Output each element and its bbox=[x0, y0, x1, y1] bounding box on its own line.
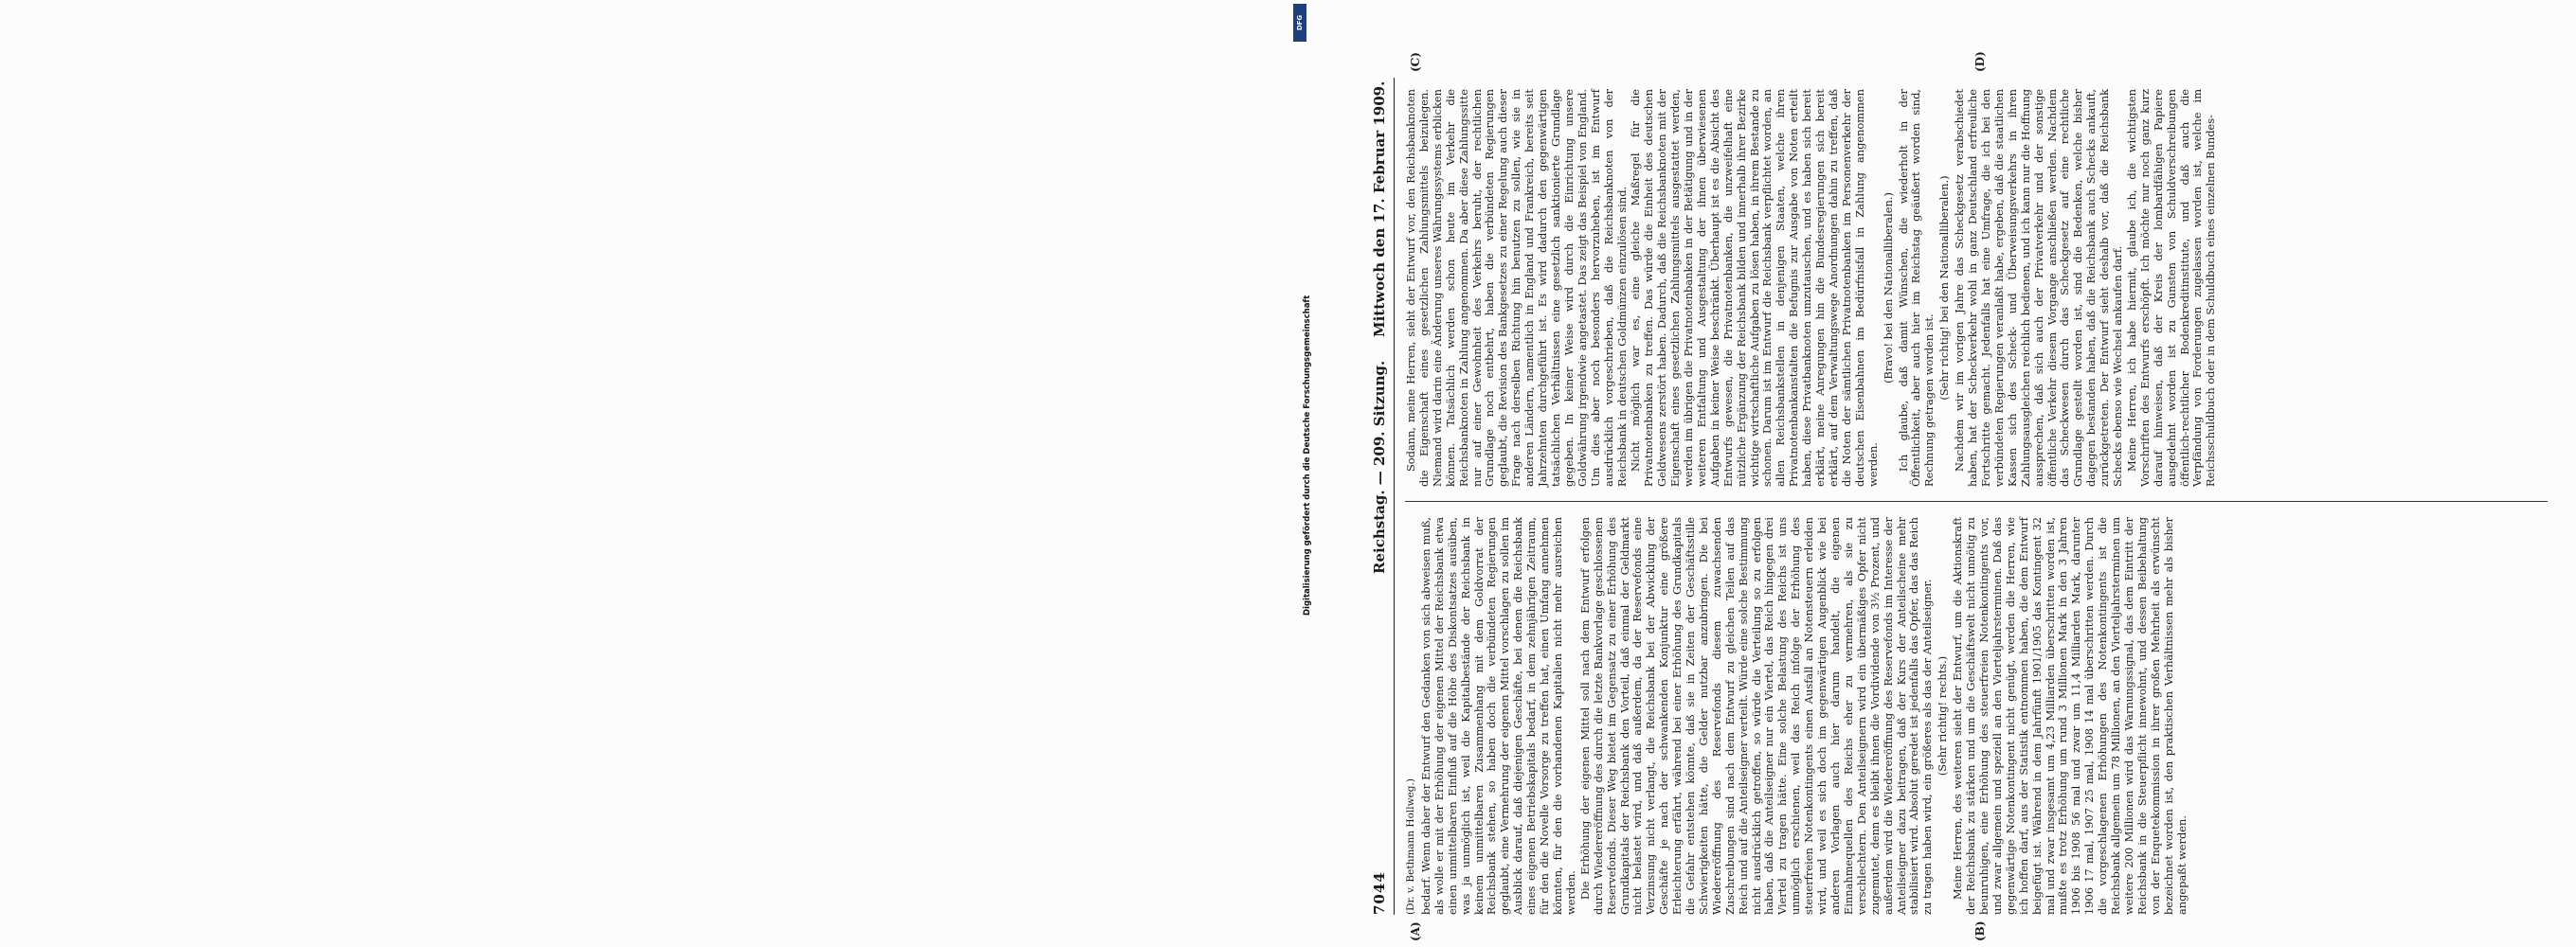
credit-text: Digitalisierung gefördert durch die Deutsche Forschungsgemeinschaft bbox=[1303, 295, 1312, 616]
page-header bbox=[1367, 78, 1401, 915]
page-number: 7044 bbox=[1371, 871, 1388, 915]
margin-marker-a: (A) bbox=[1409, 921, 1422, 941]
header-rule bbox=[1394, 78, 1395, 915]
paragraph: bedarf. Wenn daher der Entwurf den Gedanken von sich abweisen muß, als wolle er mit der Erhöhung der eigenen Mittel der Reichsbank etwa einen unmittelbaren Einfluß auf die Höhe des Diskontsatzes ausüben, was ja unmöglich ist, weil die Kapitalbestände der Reichsbank in keinem unmittelbaren Zusammenhang mit dem Goldvorrat der Reichsbank stehen, so haben doch die verbündeten Regierungen geglaubt, eine Vermehrung der eigenen Mittel vorschlagen zu sollen im Ausblick darauf, daß diejenigen Geschäfte, bei denen die Reichsbank eines eigenen Betriebskapitals bedarf, in dem zehnjährigen Zeitraum, für den die Novelle Vorsorge zu treffen hat, einen Umfang annehmen könnten, für den die vorhandenen Kapitalien nicht mehr ausreichen werden. bbox=[1418, 517, 1577, 915]
applause-note: (Sehr richtig! rechts.) bbox=[1936, 655, 1950, 777]
session-date: Mittwoch den 17. Februar 1909. bbox=[1371, 80, 1388, 337]
text-column-right bbox=[1405, 89, 2576, 487]
applause-note: (Sehr richtig! bei den Nationalliberalen.) bbox=[1937, 175, 1952, 401]
margin-marker-d: (D) bbox=[1973, 51, 1987, 72]
paragraph: Nicht möglich war es, eine gleiche Maßregel für die Privatnotenbanken zu treffen. Das würde die Einheit des deutschen Geldwesens zerstört haben. Dadurch, daß die Reichsbanknoten mit der Eigenschaft eines gesetzlichen Zahlungsmittels ausgestattet werden, werden im übrigen die Privatnotenbanken in der Betätigung und in der weiteren Entfaltung und Ausgestaltung der ihnen überwiesenen Aufgaben in keiner Weise beschränkt. Überhaupt ist es die Absicht des Entwurfs gewesen, die Privatnotenbanken, die unzweifelhaft eine nützliche Ergänzung der Reichsbank bilden und innerhalb ihrer Bezirke wichtige wirtschaftliche Aufgaben zu lösen haben, in ihrem Bestande zu schonen. Darum ist im Entwurf die Reichsbank verpflichtet worden, an allen Reichsbankstellen in denjenigen Staaten, welche ihren Privatnotenbankanstalten die Befugnis zur Ausgabe von Noten erteilt haben, diese Privatbanknoten umzutauschen, und es haben sich bereit erklärt, meine Anregungen hin die Bundesregierungen sich bereit erklärt, auf dem Verwaltungswege Anordnungen dahin zu treffen, daß die Noten der sämtlichen Privatnotenbanken im Personenverkehr der deutschen Eisenbahnen im Bedürfnisfall in Zahlung angenommen werden. bbox=[1629, 89, 1880, 487]
session-title: Reichstag. — 209. Sitzung. bbox=[1371, 360, 1388, 574]
text-column-left bbox=[1405, 517, 2576, 915]
margin-marker-b: (B) bbox=[1973, 920, 1987, 941]
dfg-logo: DFG bbox=[1293, 4, 1306, 42]
paragraph: Die Erhöhung der eigenen Mittel soll nach dem Entwurf erfolgen durch Wiedereröffnung des durch die letzte Bankvorlage geschlossenen Reservefonds. Dieser Weg bietet im Gegensatz zu einer Erhöhung des Grundkapitals der Reichsbank den Vorteil, daß einmal der Geldmarkt nicht belastet wird, und daß außerdem, da der Reservefonds eine Verzinsung nicht verlangt, die Reichsbank bei der Abwicklung der Geschäfte je nach der schwankenden Konjunktur eine größere Erleichterung erfährt, während bei einer Erhöhung des Grundkapitals die Gefahr entstehen könnte, daß sie in Zeiten der Geschäftsstille Schwierigkeiten hätte, die Gelder nutzbar anzubringen. Die bei Wiedereröffnung des Reservefonds diesem zuwachsenden Zuschreibungen sind nach dem Entwurf zu gleichen Teilen auf das Reich und auf die Anteilseigner verteilt. Würde eine solche Bestimmung nicht ausdrücklich getroffen, so würde die Verteilung so zu erfolgen haben, daß die Anteilseigner nur ein Viertel, das Reich hingegen drei Viertel zu tragen hätte. Eine solche Belastung des Reichs ist uns unmöglich erschienen, weil das Reich infolge der Erhöhung des steuerfreien Notenkontingents einen Ausfall an Notensteuern erleiden wird, und weil es sich doch im gegenwärtigen Augenblick wie bei anderen Vorlagen auch hier darum handelt, die eigenen Einnahmequellen des Reichs eher zu vermehren, als sie zu verschlechtern. Den Anteilseignern wird ein übermäßiges Opfer nicht zugemutet, denn es bleibt ihnen die Vordividende von 3½ Prozent, und außerdem wird die Wiedereröffnung des Reservefonds im Interesse der Anteilseigner dazu beitragen, daß der Kurs der Anteilscheine mehr stabilisiert wird. Absolut geredet ist jedenfalls das Opfer, das das Reich zu tragen haben wird, ein größeres als das der Anteilseigner. bbox=[1577, 517, 1935, 915]
paragraph: Meine Herren, ich habe hiermit, glaube ich, die wichtigsten Vorschriften des Entwurfs erschöpft. Ich möchte nur noch ganz kurz darauf hinweisen, daß der Kreis der lombardfähigen Papiere ausgedehnt worden ist zu Gunsten von Schuldverschreibungen öffentlich-rechtlicher Bodenkreditinstitute, und daß auch die Verpfändung von Forderungen zugelassen worden ist, welche im Reichsschuldbuch oder in dem Schuldbuch eines einzelnen Bundes- bbox=[2124, 89, 2218, 487]
margin-marker-c: (C) bbox=[1409, 52, 1422, 72]
speaker-label: (Dr. v. Bethmann Hollweg.) bbox=[1405, 778, 1416, 915]
paragraph: Meine Herren, des weiteren sieht der Entwurf, um die Aktionskraft der Reichsbank zu stärken und um die Geschäftswelt nicht unnötig zu beunruhigen, eine Erhöhung des steuerfreien Notenkontingents vor, und zwar allgemein und speziell an den Vierteljahrsterminen. Daß das gegenwärtige Notenkontingent nicht genügt, werden die Herren, wie ich hoffen darf, aus der Statistik entnommen haben, die dem Entwurf beigefügt ist. Während in dem Jahrfünft 1901/1905 das Kontingent 32 mal und zwar insgesamt um 4,23 Milliarden überschritten worden ist, mußte es trotz Erhöhung um rund 3 Millionen Mark in den 3 Jahren 1906 bis 1908 56 mal und zwar um 11,4 Milliarden Mark, darunter 1906 17 mal, 1907 25 mal, 1908 14 mal überschritten werden. Durch die vorgeschlagenen Erhöhungen des Notenkontingents ist die Reichsbank allgemein um 78 Millionen, an den Vierteljahrsterminen um weitere 200 Millionen wird das Warnungssignal, das dem Eintritt der Reichsbank in die Steuerpflicht innewohnt, und dessen Beibehaltung von der Enquetekommission in ihrer großen Mehrheit als erwünscht bezeichnet worden ist, den praktischen Verhältnissen mehr als bisher angepaßt werden. bbox=[1951, 517, 2189, 915]
paragraph: Nachdem wir im vorigen Jahre das Scheckgesetz verabschiedet haben, hat der Scheckverkehr wohl in ganz Deutschland erfreuliche Fortschritte gemacht. Jedenfalls hat eine Umfrage, die ich bei den verbündeten Regierungen veranlaßt habe, ergeben, daß die staatlichen Kassen sich des Scheck- und Überweisungsverkehrs in ihren Zahlungsausgleichen reichlich bedienen, und ich kann nur die Hoffnung aussprechen, daß sich auch der Privatverkehr und der sonstige öffentliche Verkehr diesem Vorgange anschließen werden. Nachdem das Scheckwesen durch das Scheckgesetz auf eine rechtliche Grundlage gestellt worden ist, sind die Bedenken, welche bisher dagegen bestanden haben, daß die Reichsbank auch Schecks ankauft, zurückgetreten. Der Entwurf sieht deshalb vor, daß die Reichsbank Schecks ebenso wie Wechsel ankaufen darf. bbox=[1953, 89, 2125, 487]
applause-note: (Bravo! bei den Nationalliberalen.) bbox=[1881, 192, 1895, 384]
paragraph: Sodann, meine Herren, sieht der Entwurf vor, den Reichsbanknoten die Eigenschaft eines gesetzlichen Zahlungsmittels beizulegen. Niemand wird darin eine Änderung unseres Währungssystems erblicken können. Tatsächlich werden schon heute im Verkehr die Reichsbanknoten in Zahlung angenommen. Da aber diese Zahlungssitte nur auf einer Gewohnheit des Verkehrs beruht, der rechtlichen Grundlage noch entbehrt, haben die verbündeten Regierungen geglaubt, die Revision des Bankgesetzes zu einer Regelung auch dieser Frage nach derselben Richtung hin benutzen zu sollen, wie sie in anderen Ländern, namentlich in England und Frankreich, bereits seit Jahrzehnten durchgeführt ist. Es wird dadurch den gegenwärtigen tatsächlichen Verhältnissen eine gesetzlich sanktionierte Grundlage gegeben. In keiner Weise wird durch die Einrichtung unsere Goldwährung irgendwie angetastet. Das zeigt das Beispiel von England. Um dies aber noch besonders hervorzuheben, ist im Entwurf ausdrücklich vorgeschrieben, daß die Reichsbanknoten von der Reichsbank in deutschen Goldmünzen einzulösen sind. bbox=[1404, 89, 1629, 487]
digitization-credit bbox=[1289, 9, 1312, 938]
paragraph: Ich glaube, daß damit Wünschen, die wiederholt in der Öffentlichkeit, aber auch hier im Reichstag geäußert worden sind, Rechnung getragen worden ist. bbox=[1896, 89, 1937, 487]
rotated-page bbox=[1367, 51, 2576, 941]
